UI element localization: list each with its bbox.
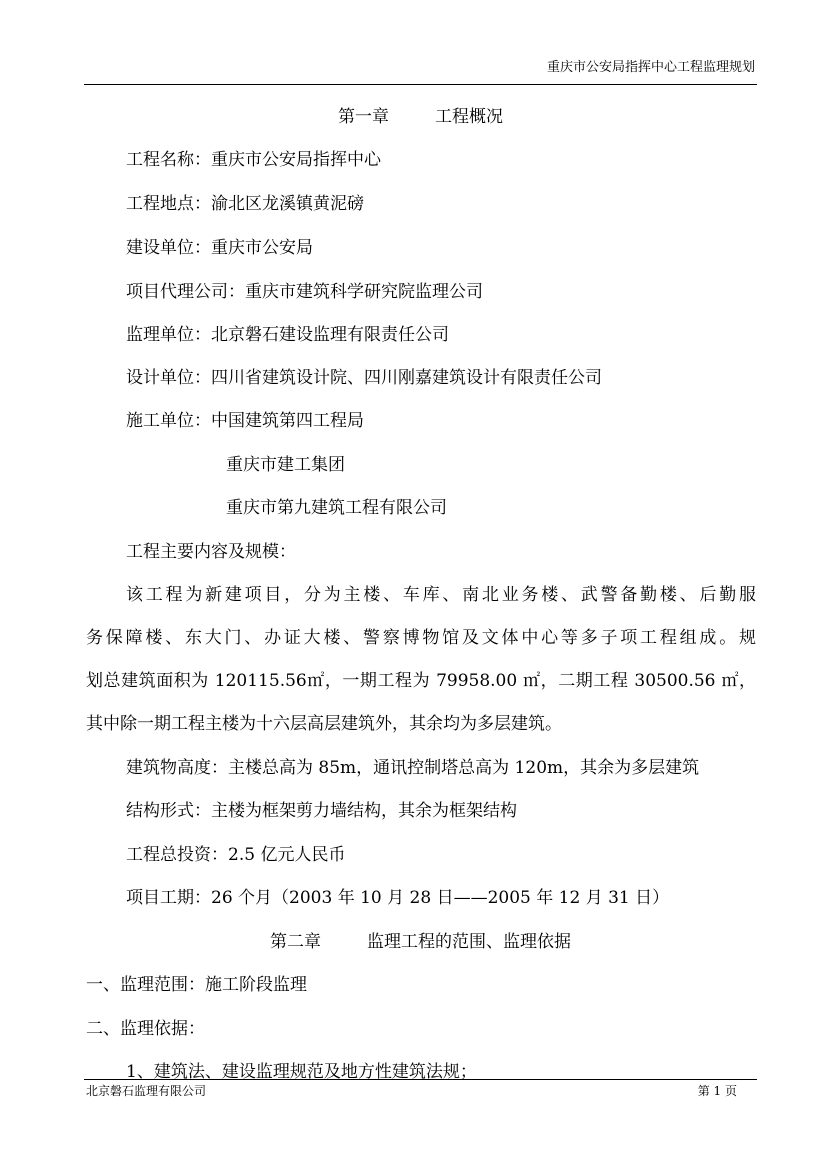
project-name: 工程名称：重庆市公安局指挥中心 [126,150,381,170]
project-location: 工程地点：渝北区龙溪镇黄泥磅 [126,194,364,214]
scope-heading: 工程主要内容及规模： [126,542,296,562]
header-rule [84,84,757,85]
footer-page-number: 第 1 页 [697,1084,737,1098]
owner-unit: 建设单位：重庆市公安局 [126,238,313,258]
supervision-scope: 一、监理范围：施工阶段监理 [86,975,307,995]
supervision-unit: 监理单位：北京磐石建设监理有限责任公司 [126,325,449,345]
paragraph-line-1: 该工程为新建项目，分为主楼、车库、南北业务楼、武警备勤楼、后勤服 [126,585,756,605]
footer-company: 北京磐石监理有限公司 [86,1084,207,1098]
chapter-2-heading [84,931,757,953]
agent-company: 项目代理公司：重庆市建筑科学研究院监理公司 [126,282,483,302]
design-unit: 设计单位：四川省建筑设计院、四川刚嘉建筑设计有限责任公司 [126,368,602,388]
chapter-1-heading [84,106,757,128]
chapter-2-title: 监理工程的范围、监理依据 [367,932,571,952]
paragraph-line-3: 划总建筑面积为 120115.56㎡，一期工程为 79958.00 ㎡，二期工程 30500.56 ㎡， [86,671,756,691]
construction-unit-3: 重庆市第九建筑工程有限公司 [226,498,447,518]
basis-item-1: 1、建筑法、建设监理规范及地方性建筑法规； [126,1062,477,1082]
total-investment: 工程总投资：2.5 亿元人民币 [126,845,346,865]
project-schedule: 项目工期：26 个月（2003 年 10 月 28 日——2005 年 12 月 31 日） [126,888,670,908]
building-height: 建筑物高度：主楼总高为 85m，通讯控制塔总高为 120m，其余为多层建筑 [126,758,700,778]
chapter-2-number: 第二章 [270,932,321,952]
footer-rule [84,1079,757,1080]
structure-type: 结构形式：主楼为框架剪力墙结构，其余为框架结构 [126,801,517,821]
page-header: 重庆市公安局指挥中心工程监理规划 [546,60,755,75]
supervision-basis: 二、监理依据： [86,1019,205,1039]
construction-unit: 施工单位：中国建筑第四工程局 [126,411,364,431]
construction-unit-2: 重庆市建工集团 [226,455,345,475]
chapter-1-title: 工程概况 [435,107,503,127]
chapter-1-number: 第一章 [338,107,389,127]
paragraph-line-2: 务保障楼、东大门、办证大楼、警察博物馆及文体中心等多子项工程组成。规 [86,628,756,648]
paragraph-line-4: 其中除一期工程主楼为十六层高层建筑外，其余均为多层建筑。 [86,714,562,734]
